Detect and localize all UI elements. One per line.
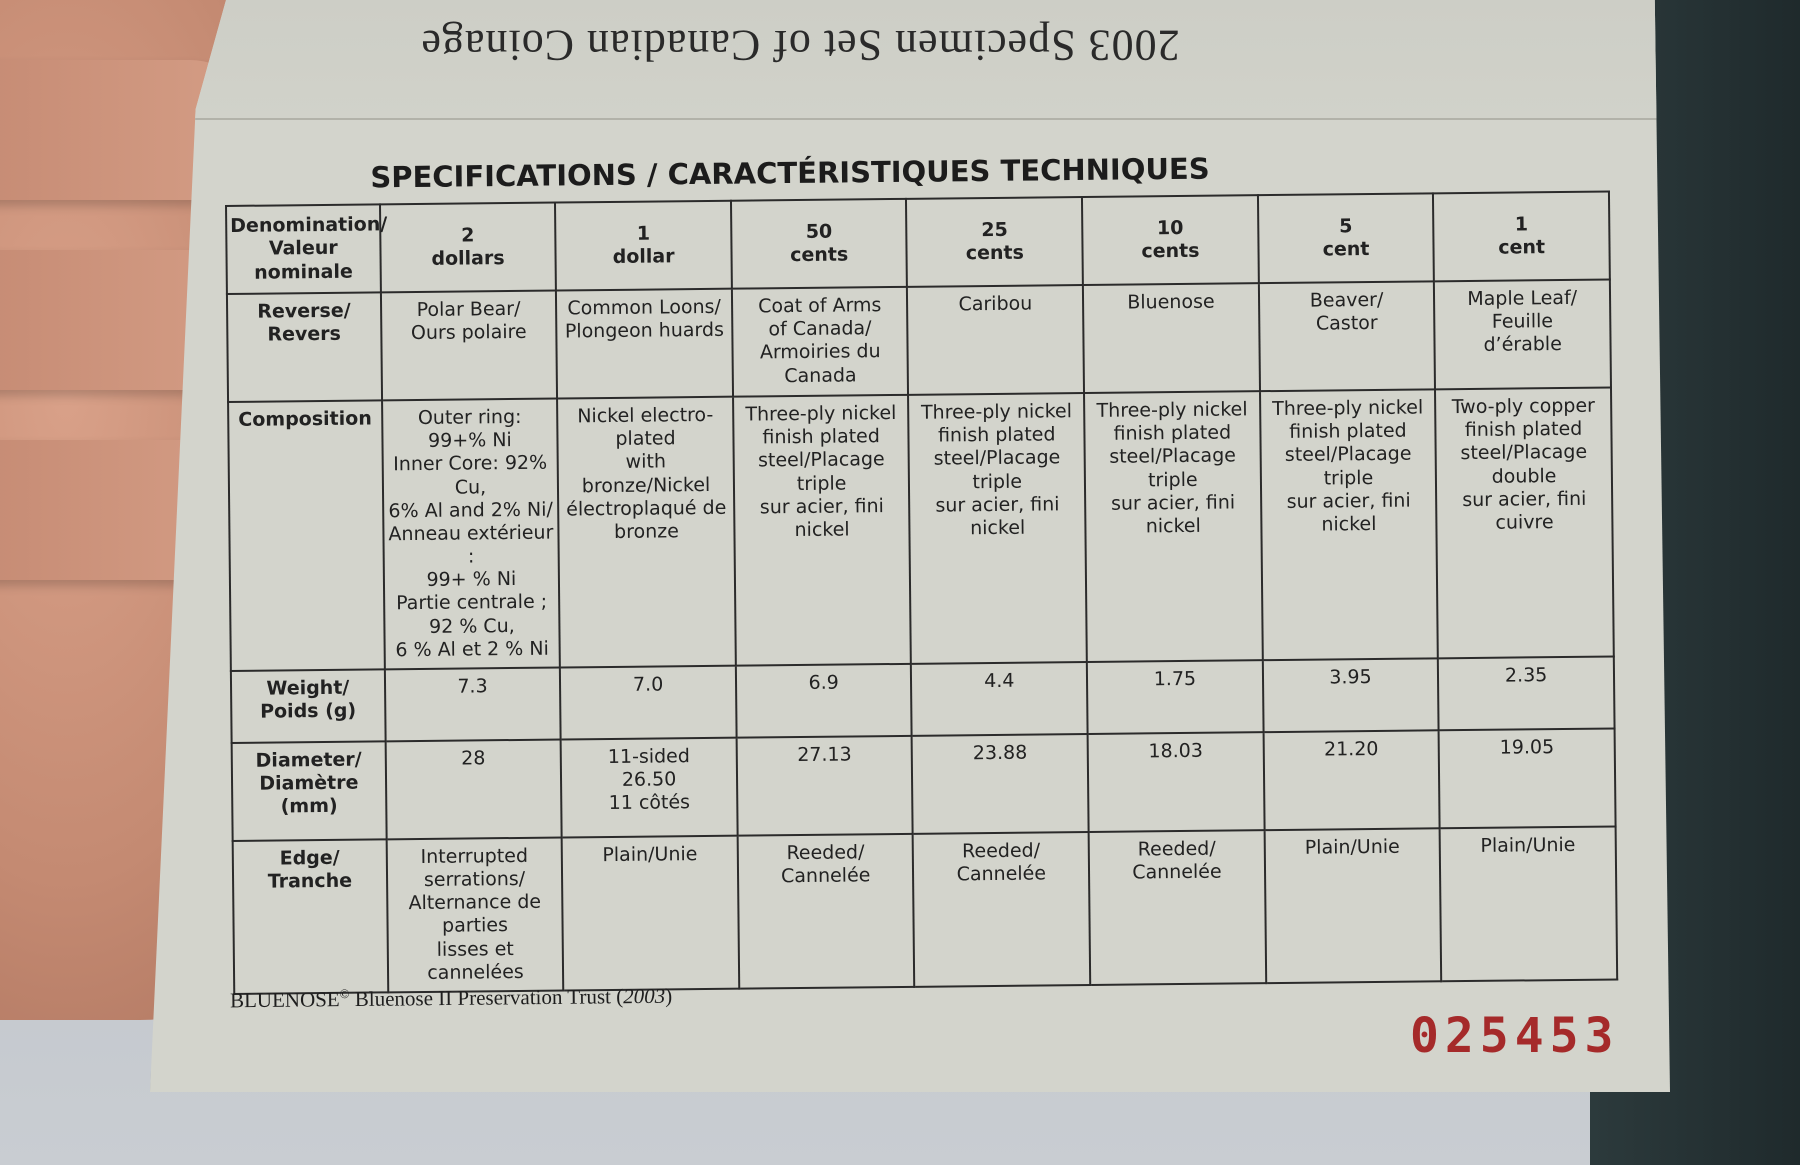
table-cell <box>1263 730 1440 830</box>
table-cell <box>913 832 1090 987</box>
row-label <box>232 741 387 841</box>
cell-text-line: Three-ply nickel <box>920 400 1073 424</box>
cell-text-line: 6 % Al et 2 % Ni <box>395 637 549 661</box>
cell-text-line: steel/Placage triple <box>1109 444 1237 491</box>
cell-text-line: Outer ring: 99+% Ni <box>417 405 522 453</box>
cell-text-line: 1.75 <box>1153 667 1197 691</box>
table-cell <box>1083 283 1260 393</box>
cell-text-line: Reeded/ <box>786 841 865 865</box>
specifications-table-wrap <box>225 190 1618 994</box>
table-cell <box>385 739 562 839</box>
cell-text-line: 23.88 <box>972 741 1028 765</box>
table-row <box>228 387 1614 670</box>
specifications-table <box>225 190 1618 994</box>
cell-text-line: 99+ % Ni <box>426 568 517 592</box>
row-label <box>227 292 382 402</box>
cell-text-line: Poids (g) <box>260 699 357 723</box>
footer-close: ) <box>665 983 673 1008</box>
cell-text-line: Three-ply nickel <box>1096 398 1248 422</box>
cell-text-line: finish plated <box>1289 419 1407 444</box>
table-cell <box>912 734 1089 834</box>
cell-text-line: with bronze/Nickel <box>581 450 711 497</box>
cell-text-line: 2.35 <box>1504 664 1548 687</box>
cell-text-line: cent <box>1498 236 1546 259</box>
cell-text-line: Bluenose <box>1127 290 1215 314</box>
copyright-mark: © <box>339 986 350 1002</box>
cell-text-line: Plain/Unie <box>602 842 698 866</box>
table-cell <box>732 287 909 397</box>
cell-text-line: cents <box>965 241 1024 265</box>
cell-text-line: cents <box>790 243 849 267</box>
cell-text-line: 2 <box>461 224 475 247</box>
footer-brand: BLUENOSE <box>229 987 340 1013</box>
cell-text-line: Diamètre <box>259 771 359 795</box>
table-body <box>226 192 1617 994</box>
table-cell <box>1084 391 1262 662</box>
serial-number: 025453 <box>1410 1008 1620 1064</box>
table-cell <box>385 667 561 741</box>
table-row <box>232 728 1616 840</box>
cell-text-line: Cannelée <box>956 862 1047 886</box>
cell-text-line: 19.05 <box>1499 736 1555 759</box>
table-cell <box>557 397 735 668</box>
cell-text-line: Three-ply nickel <box>1272 396 1424 421</box>
table-cell <box>561 738 738 838</box>
cell-text-line: Maple Leaf/ <box>1467 286 1578 310</box>
cell-text-line: Two-ply copper <box>1451 394 1596 419</box>
cell-text-line: finish plated <box>762 425 880 449</box>
cell-text-line: Ours polaire <box>410 321 527 345</box>
cell-text-line: 7.3 <box>457 675 488 698</box>
cell-text-line: steel/Placage double <box>1460 441 1588 488</box>
cell-text-line: Feuille <box>1491 310 1554 333</box>
cell-text-line: 18.03 <box>1148 739 1203 763</box>
table-cell <box>381 291 558 401</box>
cell-text-line: 11-sided <box>607 745 690 768</box>
cell-text-line: Alternance de parties <box>408 890 542 938</box>
cell-text-line: dollar <box>612 245 675 268</box>
denomination-cell <box>731 199 908 289</box>
cell-text-line: Nickel electro-plated <box>577 403 714 451</box>
cell-text-line: cent <box>1322 238 1370 261</box>
cell-text-line: électroplaqué de <box>566 496 727 521</box>
cell-text-line: finish plated <box>1113 421 1232 445</box>
denomination-cell <box>380 203 557 293</box>
cell-text-line: Plain/Unie <box>1304 835 1400 859</box>
denomination-cell <box>555 201 732 291</box>
row-label <box>228 400 384 670</box>
cell-text-line: Diameter/ <box>255 748 362 772</box>
cell-text-line: bronze <box>614 520 680 543</box>
cell-text-line: Polar Bear/ <box>416 297 521 321</box>
table-cell <box>1264 828 1441 983</box>
cell-text-line: 10 <box>1156 216 1184 240</box>
denomination-cell <box>1258 193 1435 283</box>
denomination-cell <box>1082 195 1259 285</box>
cell-text-line: 4.4 <box>984 669 1015 692</box>
cell-text-line: Anneau extérieur : <box>388 521 554 568</box>
cell-text-line: 1 <box>636 222 651 245</box>
cell-text-line: Partie centrale ; <box>396 591 548 615</box>
cell-text-line: of Canada/ <box>768 317 872 341</box>
cell-text-line: steel/Placage triple <box>757 448 885 495</box>
cell-text-line: 6.9 <box>808 671 839 694</box>
cell-text-line: Tranche <box>267 869 353 893</box>
cell-text-line: 1 <box>1514 213 1529 236</box>
cell-text-line: Cannelée <box>1132 860 1222 884</box>
cell-text-line: Plain/Unie <box>1480 833 1576 857</box>
table-cell <box>1260 389 1438 660</box>
table-cell <box>562 836 739 991</box>
table-row <box>233 826 1618 994</box>
cell-text-line: sur acier, fini nickel <box>1110 491 1236 538</box>
table-cell <box>1434 280 1611 390</box>
specifications-title: SPECIFICATIONS / CARACTÉRISTIQUES TECHNIQUES <box>370 151 1210 195</box>
cell-text-line: serrations/ <box>423 867 526 892</box>
cell-text-line: 92 % Cu, <box>428 614 515 638</box>
cell-text-line: Caribou <box>958 292 1033 316</box>
cell-text-line: 6% Al and 2% Ni/ <box>388 498 553 522</box>
cell-text-line: 7.0 <box>632 673 664 696</box>
cell-text-line: dollars <box>431 247 505 270</box>
cell-text-line: Edge/ <box>279 846 340 870</box>
cell-text-line: steel/Placage triple <box>933 446 1061 493</box>
table-cell <box>1259 281 1436 391</box>
table-cell <box>736 736 913 836</box>
cell-text-line: 21.20 <box>1323 737 1379 761</box>
footer-text: Bluenose II Preservation Trust ( <box>349 984 624 1012</box>
cell-text-line: Reeded/ <box>962 839 1041 863</box>
copyright-footer <box>230 983 672 1014</box>
cell-text-line: 11 côtés <box>608 791 691 815</box>
cell-text-line: Valeur nominale <box>254 237 353 284</box>
cell-text-line: (mm) <box>280 795 338 818</box>
table-cell <box>1263 658 1439 732</box>
denomination-header <box>226 204 388 294</box>
table-cell <box>909 393 1087 664</box>
row-label <box>233 839 388 994</box>
table-cell <box>1089 830 1266 985</box>
cell-text-line: 28 <box>461 747 486 770</box>
row-label <box>231 669 385 743</box>
cell-text-line: 3.95 <box>1329 665 1372 689</box>
table-cell <box>911 662 1087 736</box>
cell-text-line: Armoiries du <box>759 340 881 364</box>
table-cell <box>386 837 563 992</box>
cell-text-line: finish plated <box>937 423 1056 447</box>
cell-text-line: cents <box>1141 239 1200 263</box>
cell-text-line: Composition <box>238 407 372 431</box>
cell-text-line: lisses et cannelées <box>427 937 524 984</box>
cell-text-line: sur acier, fini nickel <box>759 494 884 541</box>
cell-text-line: Beaver/ <box>1309 288 1384 312</box>
table-cell <box>907 285 1084 395</box>
cell-text-line: Revers <box>267 322 342 346</box>
cell-text-line: steel/Placage triple <box>1284 442 1412 490</box>
cell-text-line: sur acier, fini cuivre <box>1462 487 1587 534</box>
denomination-cell <box>1433 192 1610 282</box>
upside-down-title: 2003 Specimen Set of Canadian Coinage <box>420 21 1180 70</box>
denomination-cell <box>906 197 1083 287</box>
cell-text-line: finish plated <box>1464 417 1583 442</box>
cell-text-line: Common Loons/ <box>567 295 722 320</box>
table-cell <box>1435 387 1613 658</box>
table-cell <box>733 395 911 666</box>
cell-text-line: Denomination/ <box>230 213 388 238</box>
cell-text-line: Reeded/ <box>1137 837 1216 861</box>
cell-text-line: 50 <box>805 220 833 243</box>
table-cell <box>1439 728 1616 828</box>
cell-text-line: Inner Core: 92% Cu, <box>393 451 548 499</box>
header-row <box>226 192 1610 294</box>
fold-line <box>190 118 1670 120</box>
cell-text-line: Plongeon huards <box>564 318 725 343</box>
table-row <box>227 280 1611 402</box>
cell-text-line: Canada <box>784 363 857 387</box>
footer-year: 2003 <box>623 983 666 1009</box>
table-cell <box>1438 656 1614 730</box>
table-cell <box>1087 660 1263 734</box>
cell-text-line: Reverse/ <box>257 299 351 323</box>
cell-text-line: Interrupted <box>420 844 529 868</box>
cell-text-line: Three-ply nickel <box>745 401 897 426</box>
cell-text-line: 26.50 <box>621 768 677 791</box>
cell-text-line: Cannelée <box>780 864 871 888</box>
cell-text-line: 25 <box>981 218 1008 241</box>
cell-text-line: sur acier, fini nickel <box>1286 489 1411 536</box>
table-cell <box>736 664 912 738</box>
table-cell <box>556 289 733 399</box>
table-cell <box>560 666 736 740</box>
table-cell <box>1088 732 1265 832</box>
cell-text-line: 27.13 <box>797 743 852 766</box>
table-cell <box>1440 826 1617 981</box>
cell-text-line: d’érable <box>1483 333 1562 357</box>
table-cell <box>738 834 915 989</box>
table-cell <box>382 399 560 670</box>
cell-text-line: Weight/ <box>266 676 350 700</box>
cell-text-line: Castor <box>1315 312 1378 335</box>
cell-text-line: Coat of Arms <box>758 294 882 318</box>
cell-text-line: sur acier, fini nickel <box>935 492 1060 540</box>
cell-text-line: 5 <box>1339 215 1353 238</box>
